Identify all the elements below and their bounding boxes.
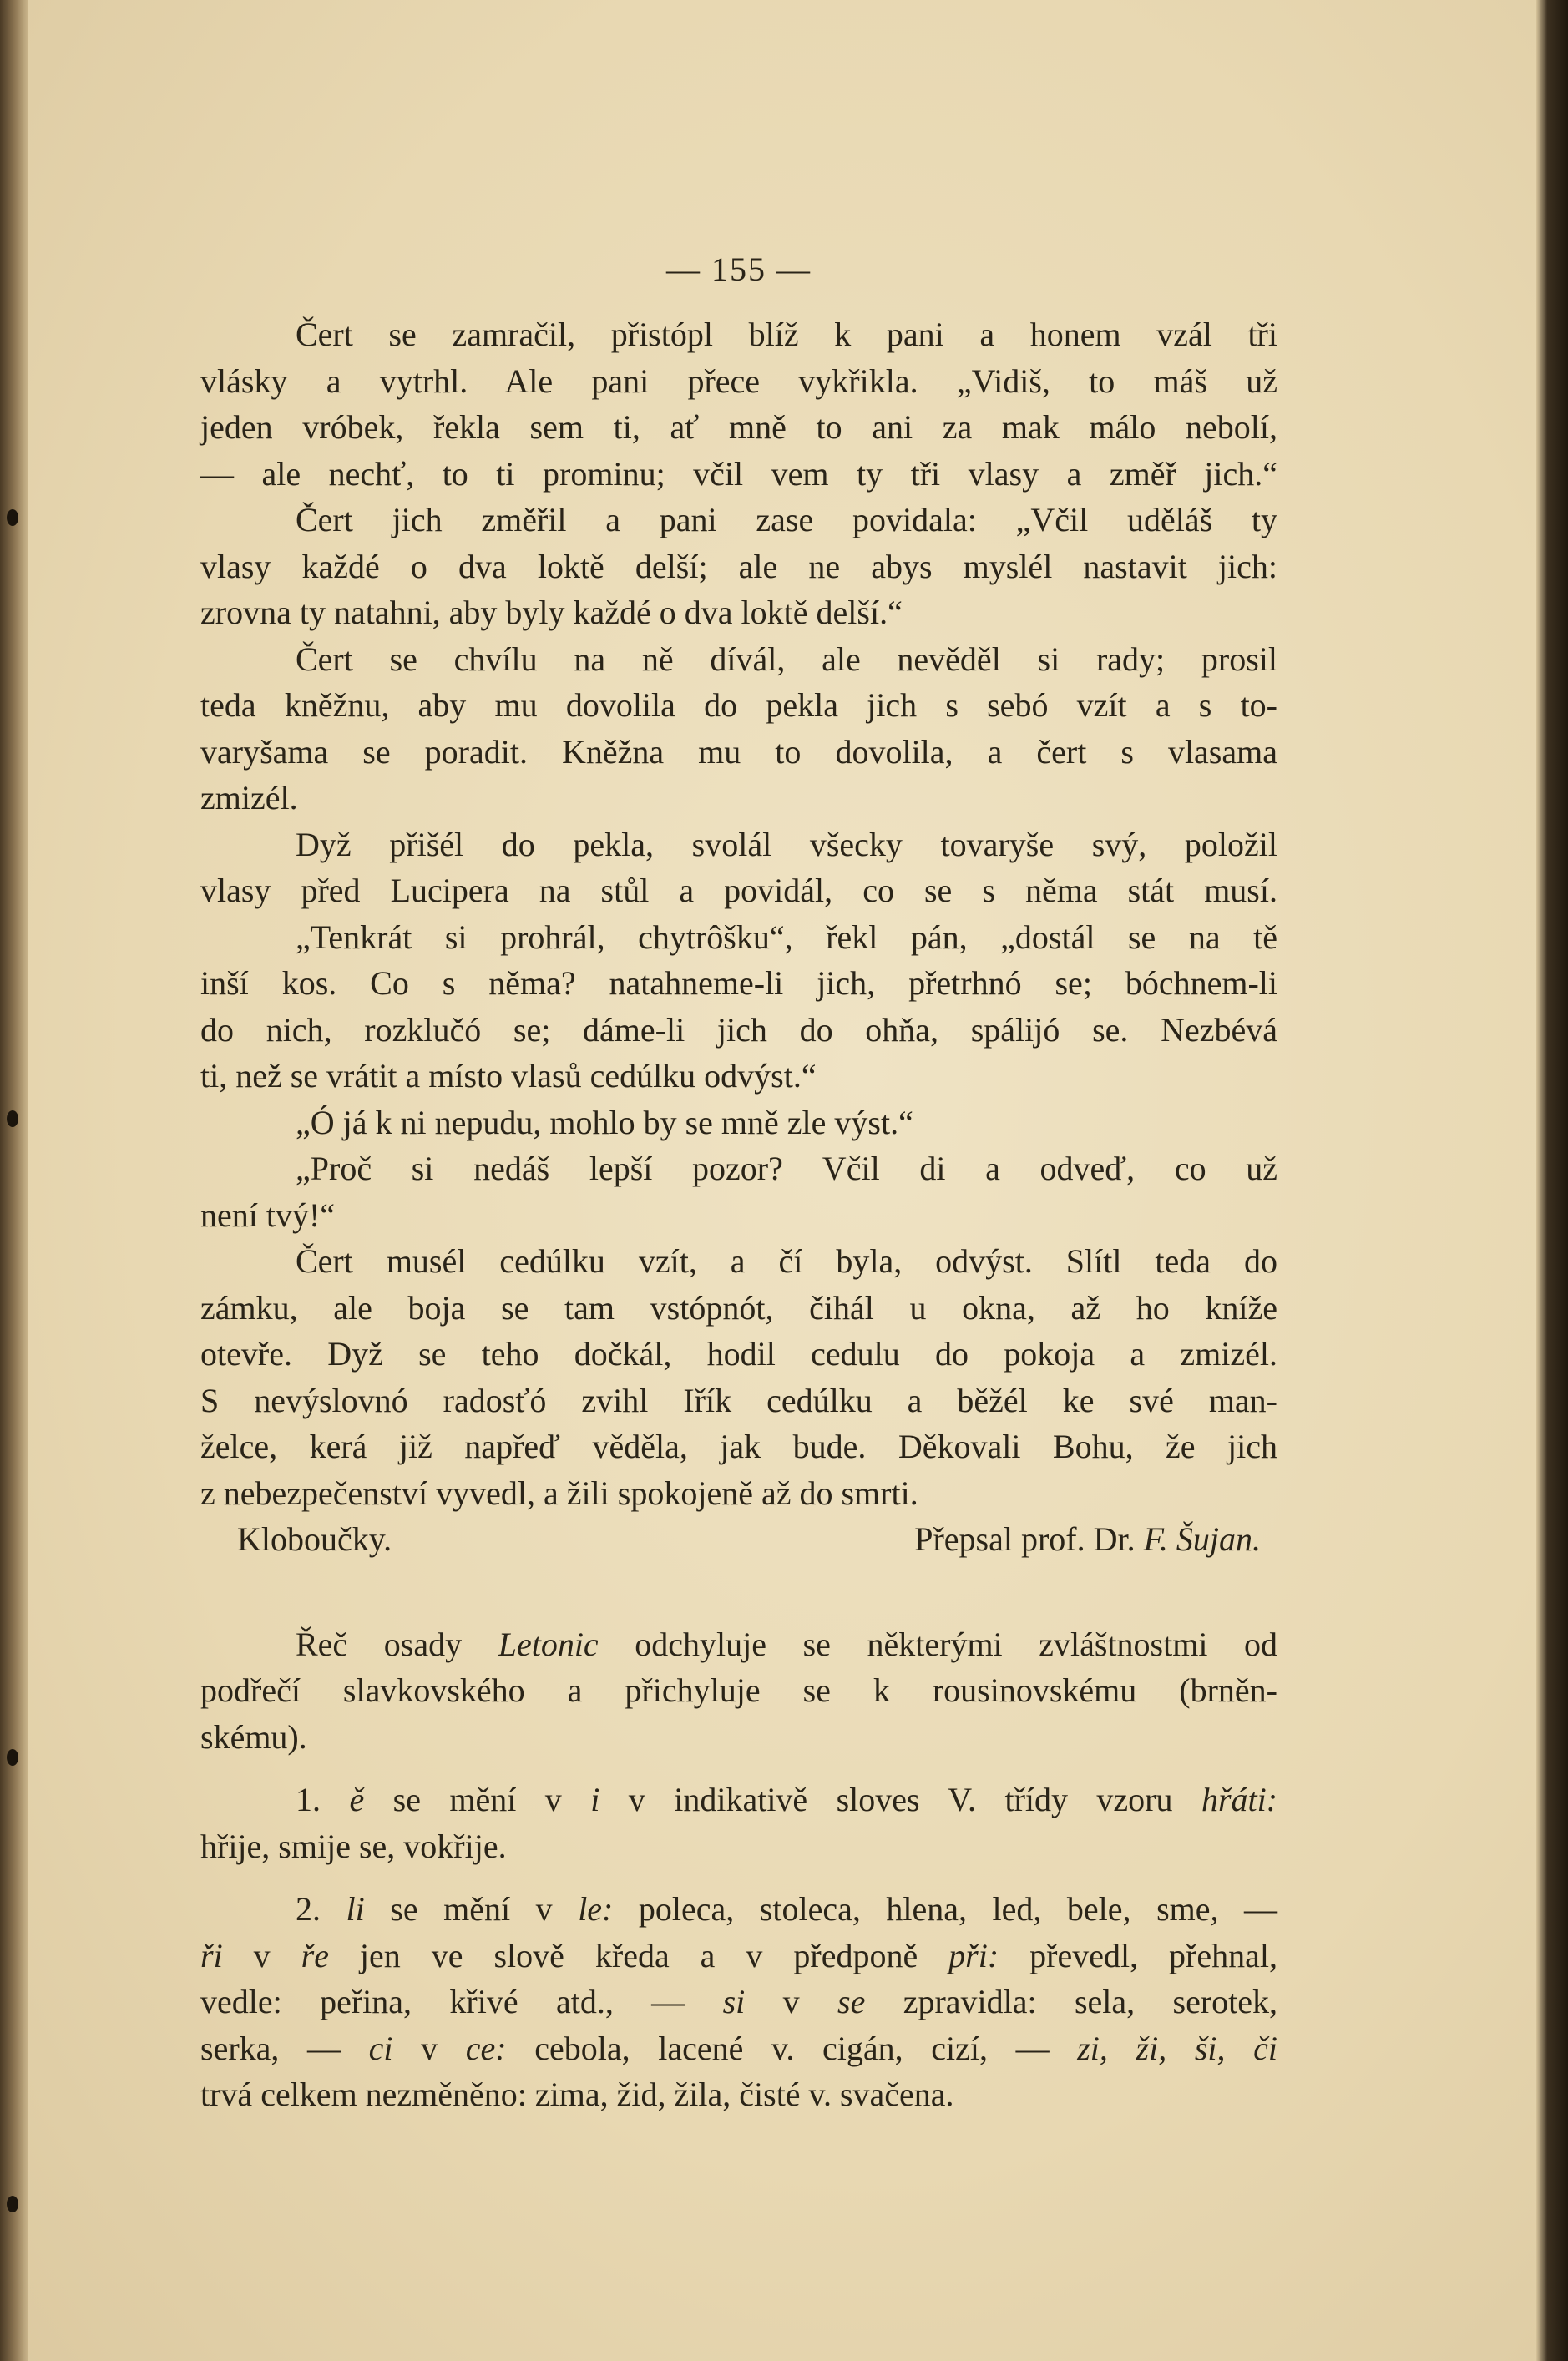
text-line: zmizél. [200, 779, 298, 816]
text-line: Čert jich změřil a pani zase povidala: „Včil uděláš ty [296, 501, 1277, 538]
page-number: — 155 — [666, 250, 812, 288]
text-line: zámku, ale boja se tam vstópnót, čihál u okna, až ho kníže [200, 1288, 1277, 1327]
text-line: jeden vróbek, řekla sem ti, ať mně to ani za mak málo nebolí, [200, 408, 1277, 446]
notes-intro: Řeč osady Letonic odchyluje se některými zvláštnostmi od [296, 1625, 1278, 1663]
text-line: S nevýslovnó radosťó zvihl Iřík cedúlku a běžél ke své man- [200, 1381, 1277, 1419]
margin-mark [7, 2196, 18, 2212]
text-line: trvá celkem nezměněno: zima, žid, žila, čisté v. svačena. [200, 2075, 954, 2113]
text-line: „Tenkrát si prohrál, chytrôšku“, řekl pán, „dostál se na tě [296, 918, 1277, 956]
page-text [200, 246, 1277, 2118]
text-line: skému). [200, 1717, 307, 1756]
rule-2: 2. li se mění v le: poleca, stoleca, hlena, led, bele, sme, — [296, 1890, 1278, 1928]
text-line: — ale nechť, to ti prominu; včil vem ty tři vlasy a změř jich.“ [200, 454, 1277, 493]
text-line: varyšama se poradit. Kněžna mu to dovolila, a čert s vlasama [200, 732, 1277, 771]
rule-1: 1. ě se mění v i v indikativě sloves V. třídy vzoru hřáti: [296, 1781, 1278, 1818]
signature-place: Kloboučky. [237, 1520, 392, 1558]
text-line: Čert se chvílu na ně dívál, ale nevěděl si rady; prosil [296, 640, 1277, 678]
text-line: vlasy každé o dva loktě delší; ale ne abys myslél nastavit jich: [200, 547, 1277, 585]
signature-line [200, 1516, 1277, 1563]
text-line: hřije, smije se, vokřije. [200, 1827, 507, 1865]
text-line: želce, kerá již napřeď věděla, jak bude. Děkovali Bohu, že jich [200, 1428, 1277, 1465]
text-line: z nebezpečenství vyvedl, a žili spokojeně až do smrti. [200, 1474, 918, 1512]
text-line: do nich, rozklučó se; dáme-li jich do ohňa, spálijó se. Nezbévá [200, 1010, 1277, 1049]
margin-mark [7, 1110, 18, 1127]
text-line: „Ó já k ni nepudu, mohlo by se mně zle výst.“ [296, 1103, 913, 1141]
text-line: otevře. Dyž se teho dočkál, hodil cedulu do pokoja a zmizél. [200, 1335, 1277, 1373]
text-line: podřečí slavkovského a přichyluje se k rousinovskému (brněn- [200, 1671, 1277, 1709]
text-line: serka, — ci v ce: cebola, lacené v. cigán, cizí, — zi, ži, ši, či [200, 2029, 1278, 2067]
text-line: vlasy před Lucipera na stůl a povidál, co se s něma stát musí. [200, 872, 1277, 909]
text-line: zrovna ty natahni, aby byly každé o dva loktě delší.“ [200, 594, 903, 631]
text-line: ři v ře jen ve slově kředa a v předponě při: převedl, přehnal, [200, 1936, 1277, 1974]
margin-mark [7, 1749, 18, 1766]
page-binding-shadow [0, 0, 28, 2361]
text-line: Dyž přišél do pekla, svolál všecky tovaryše svý, položil [296, 825, 1277, 863]
margin-mark [7, 509, 18, 526]
text-line: „Proč si nedáš lepší pozor? Včil di a odveď, co už [296, 1150, 1277, 1187]
text-line: vedle: peřina, křivé atd., — si v se zpravidla: sela, serotek, [200, 1983, 1278, 2020]
text-line: inší kos. Co s něma? natahneme-li jich, přetrhnó se; bóchnem-li [200, 964, 1277, 1002]
text-line: teda kněžnu, aby mu dovolila do pekla jich s sebó vzít a s to- [200, 686, 1277, 724]
text-line: Čert se zamračil, přistópl blíž k pani a honem vzál tři [296, 316, 1277, 353]
signature-author: Přepsal prof. Dr. F. Šujan. [914, 1520, 1261, 1558]
text-line: vlásky a vytrhl. Ale pani přece vykřikla. „Vidiš, to máš už [200, 361, 1277, 400]
author-name: F. Šujan. [1143, 1520, 1261, 1558]
text-line: ti, než se vrátit a místo vlasů cedúlku odvýst.“ [200, 1057, 817, 1095]
place-name: Letonic [498, 1625, 599, 1663]
text-line: není tvý!“ [200, 1196, 336, 1234]
page-edge-shadow [1536, 0, 1568, 2361]
text-line: Čert musél cedúlku vzít, a čí byla, odvýst. Slítl teda do [296, 1242, 1277, 1280]
